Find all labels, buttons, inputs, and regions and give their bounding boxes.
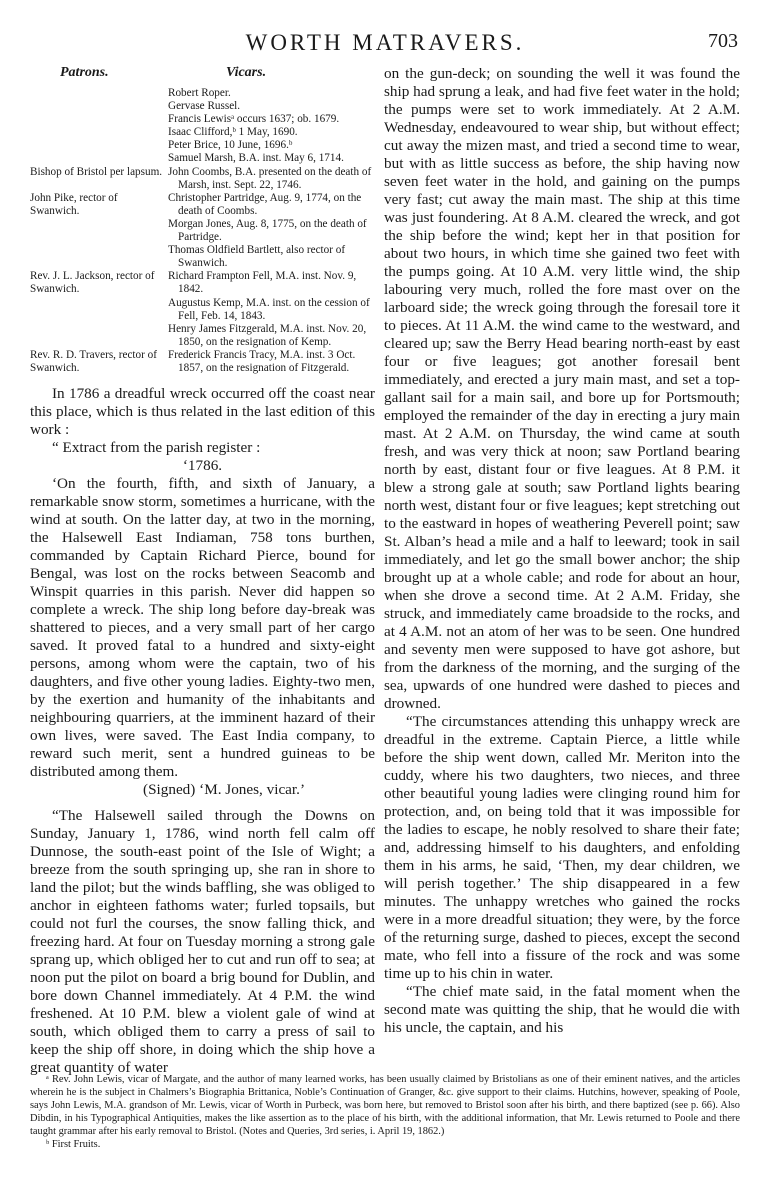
incumbent-row [30, 349, 375, 375]
footnote-a: ᵃ Rev. John Lewis, vicar of Margate, and the author of many learned works, has been usually claimed by Bristolians as one of their eminent natives, and the articles wherein he is the subject in Chalmers’s Biographia Brittanica, Noble’s Continuation of Granger, &c. give support to their claims. Hutchins, however, speaking of Poole, says John Lewis, M.A. grandson of Mr. Lewis, vicar of Worth in Purbeck, was born here, but removed to Bristol soon after his birth, and there baptized (see p. 66). Also Dibdin, in his Typographical Antiquities, makes the like assertion as to the place of his birth, with the additional information, that Mr. Lewis returned to Poole and there taught grammar after his early removal to Bristol. (Notes and Queries, 3rd series, i. April 19, 1862.) [30, 1074, 740, 1137]
patron-name [30, 152, 168, 165]
incumbent-row [30, 297, 375, 323]
vicar-name: Augustus Kemp, M.A. inst. on the cession of Fell, Feb. 14, 1843. [168, 296, 370, 322]
footnote-b: ᵇ First Fruits. [46, 1139, 101, 1150]
incumbents-heading [30, 65, 375, 87]
right-column [384, 65, 740, 1037]
patron-name [30, 126, 168, 139]
vicar-name: Samuel Marsh, B.A. inst. May 6, 1714. [168, 152, 344, 165]
patron-name [30, 244, 168, 270]
incumbent-row [30, 152, 375, 165]
vicar-name: Isaac Clifford,ᵇ 1 May, 1690. [168, 126, 298, 139]
incumbent-row [30, 270, 375, 296]
page-header [30, 30, 740, 58]
signature-line: (Signed) ‘M. Jones, vicar.’ [143, 781, 305, 799]
incumbent-row [30, 192, 375, 218]
patron-name [30, 113, 168, 126]
patron-name [30, 323, 168, 349]
extract-line: “ Extract from the parish register : [52, 439, 261, 457]
patron-name: Bishop of Bristol per lapsum. [30, 165, 163, 178]
incumbent-row [30, 244, 375, 270]
chief-mate-paragraph: “The chief mate said, in the fatal moment when the second mate was quitting the ship, that he would die with his uncle, the captain, and his [384, 983, 740, 1036]
incumbent-row [30, 166, 375, 192]
vicar-name: Henry James Fitzgerald, M.A. inst. Nov. 20, 1850, on the resignation of Kemp. [168, 322, 367, 348]
incumbent-row [30, 323, 375, 349]
incumbent-row [30, 218, 375, 244]
vicar-name: Morgan Jones, Aug. 8, 1775, on the death of Partridge. [168, 217, 367, 244]
vicar-name: Thomas Oldfield Bartlett, also rector of Swanwich. [168, 244, 346, 270]
vicar-name: John Coombs, B.A. presented on the death of Marsh, inst. Sept. 22, 1746. [168, 165, 372, 191]
footnotes [30, 1073, 740, 1151]
patron-name [30, 297, 168, 323]
register-paragraph: ‘On the fourth, fifth, and sixth of January, a remarkable snow storm, sometimes a hurricane, with the wind at south. On the latter day, at two in the morning, the Halsewell East Indiaman, 758 tons burthen, commanded by Captain Richard Pierce, bound for Bengal, was lost on the rocks between Seacomb and Winspit quarries in this parish. Never did happen so complete a wreck. The ship long before day-break was shattered to pieces, and a very small part of her cargo saved. It proved fatal to a hundred and sixty-eight persons, among whom were the captain, two of his daughters, and five other young ladies. Eighty-two men, by the exertion and humanity of the inhabitants and neighbouring quarriers, at the imminent hazard of their own lives, were saved. The East India company, to reward such merit, sent a hundred guineas to be distributed among them. [30, 475, 375, 781]
vicar-name: Francis Lewisᵃ occurs 1637; ob. 1679. [168, 113, 340, 126]
patrons-heading: Patrons. [60, 65, 109, 80]
vicar-name: Richard Frampton Fell, M.A. inst. Nov. 9, 1842. [168, 270, 357, 296]
page [30, 30, 740, 1190]
continuation-paragraph: on the gun-deck; on sounding the well it was found the ship had sprung a leak, and had five feet water in the hold; the pumps were set to work immediately. At 2 A.M. Wednesday, endeavoured to wear ship, but without effect; cut away the mizen mast, and tried a second time to wear, but with as little success as before, the ship having now seven feet water in the hold, and gaining on the pumps very fast; cut away the main mast. The ship at this time was just foundering. At 8 A.M. cleared the wreck, and got the ship before the wind; kept her in that position for about two hours, in which time she gained two feet with the pumps going. At 10 A.M. very little wind, the ship labouring very much, rolled the fore mast over on the larboard side; the wreck going through the foresail tore it to pieces. At 11 A.M. the wind came to the westward, and cleared up; saw the Berry Head bearing north-east by east four or five leagues; got another foresail bent immediately, and erected a jury main mast, and set a top-gallant sail for a main sail, and bore up for Portsmouth; employed the remainder of the day in erecting a jury main mast. At 2 A.M. on Thursday, the wind came at south fresh, and was very thick at noon; saw Portland bearing north by east, distant four or five leagues. At 8 P.M. it blew a strong gale at south; saw Portland lights bearing north west, distant four or five leagues; kept stretching out to the eastward in hopes of weathering Peverell point; saw St. Alban’s head a mile and a half to leeward; took in sail immediately, and let go the small bower anchor; the ship brought up at a whole cable; and rode for about an hour, when she drove a second time. At 2 A.M. Friday, she struck, and immediately came broadside to the rocks, and at 4 A.M. not an atom of her was to be seen. One hundred and seventy men were supposed to have got ashore, but from the darkness of the morning, and the surging of the sea, upwards of one hundred were dashed to pieces and drowned. [384, 65, 740, 712]
vicars-heading: Vicars. [226, 65, 267, 80]
incumbent-row [30, 87, 375, 100]
incumbent-row [30, 113, 375, 126]
patron-name [30, 218, 168, 244]
patron-name [30, 87, 168, 100]
patron-name: Rev. J. L. Jackson, rector of Swanwich. [30, 270, 155, 296]
register-year: ‘1786. [182, 457, 223, 475]
circumstances-paragraph: “The circumstances attending this unhappy wreck are dreadful in the extreme. Captain Pierce, a little while before the ship went down, called Mr. Meriton into the cuddy, where his two daughters, two nieces, and three other beautiful young ladies were clinging round him for protection, and, on being told that it was impossible for the ladies to escape, he nobly resolved to share their fate; and, addressing himself to his daughters, and enfolding them in his arms, he said, ‘Then, my dear children, we will perish together.’ The ship disappeared in a few minutes. The unhappy wretches who gained the rocks were in a more dreadful situation; they were, by the force of the returning surge, dashed to pieces, except the second mate, who fell into a fissure of the rock and was some time up to his chin in water. [384, 713, 740, 982]
page-number: 703 [708, 30, 738, 52]
left-column [30, 65, 375, 1077]
patron-name [30, 100, 168, 113]
patron-name: John Pike, rector of Swanwich. [30, 191, 118, 217]
running-title: WORTH MATRAVERS. [245, 30, 525, 55]
vicar-name: Peter Brice, 10 June, 1696.ᵇ [168, 139, 293, 152]
incumbent-row [30, 126, 375, 139]
intro-paragraph: In 1786 a dreadful wreck occurred off the coast near this place, which is thus related in the last edition of this work : [30, 385, 375, 439]
incumbent-row [30, 100, 375, 113]
vicar-name: Robert Roper. [168, 87, 231, 99]
vicar-name: Gervase Russel. [168, 100, 241, 113]
patron-name: Rev. R. D. Travers, rector of Swanwich. [30, 348, 157, 374]
halsewell-paragraph: “The Halsewell sailed through the Downs on Sunday, January 1, 1786, wind north fell calm off Dunnose, the south-east point of the Isle of Wight; a breeze from the south springing up, she ran in shore to land the pilot; but the winds baffling, she was obliged to anchor in eighteen fathoms water; furled topsails, but could not furl the courses, the snow falling thick, and freezing hard. At four on Tuesday morning a strong gale sprang up, which obliged her to cut and run off to sea; at noon put the pilot on board a brig bound for Dublin, and bore down Channel immediately. At 4 P.M. the wind freshened. At 10 P.M. blew a violent gale of wind at south, which obliged them to carry a press of sail to keep the ship off shore, in doing which the ship hove a great quantity of water [30, 807, 375, 1077]
vicar-name: Christopher Partridge, Aug. 9, 1774, on the death of Coombs. [168, 191, 362, 217]
incumbent-row [30, 139, 375, 152]
incumbents-list [30, 87, 375, 375]
vicar-name: Frederick Francis Tracy, M.A. inst. 3 Oct. 1857, on the resignation of Fitzgerald. [168, 348, 356, 374]
patron-name [30, 139, 168, 152]
